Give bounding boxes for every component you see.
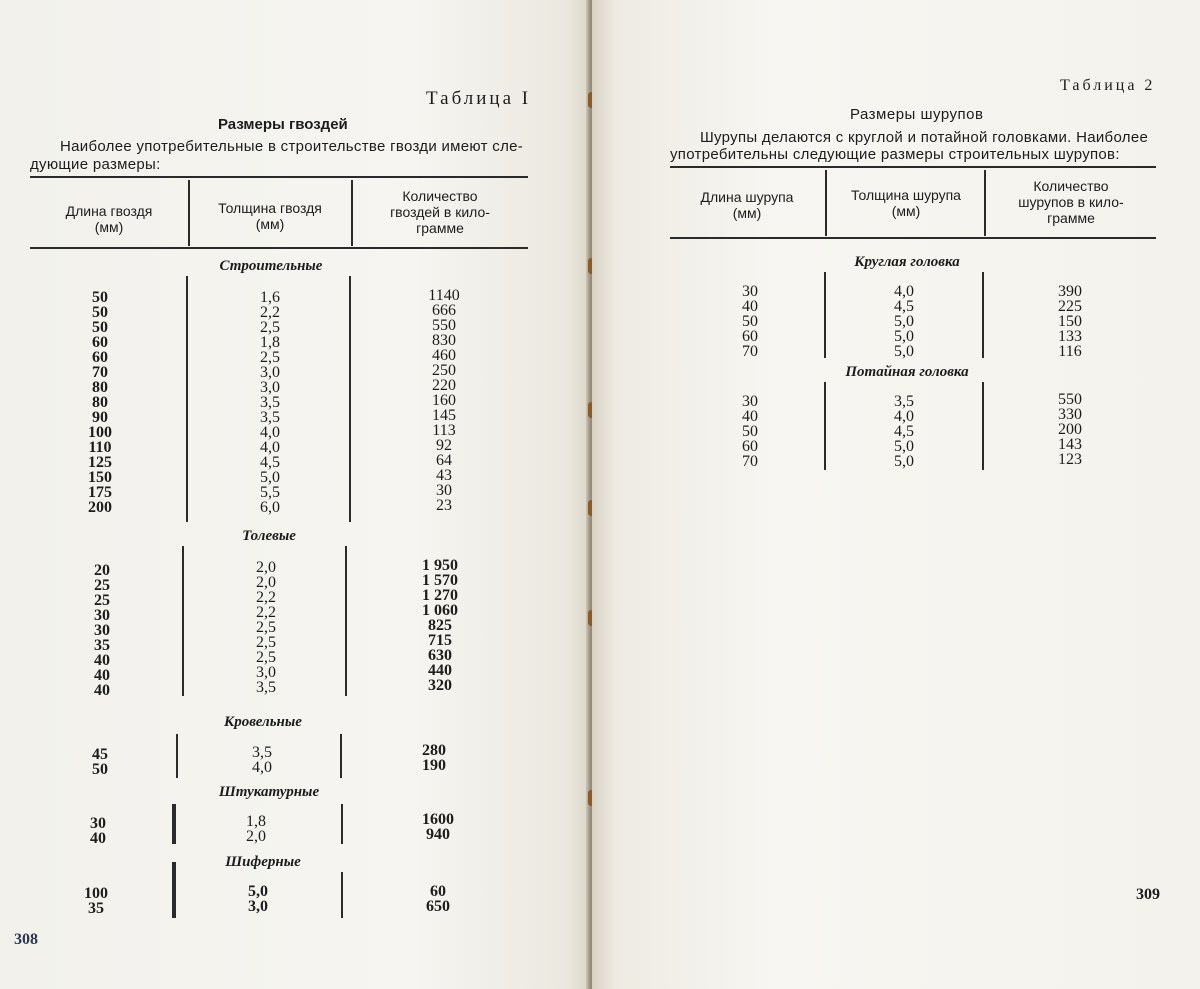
table-cell: 440	[428, 662, 452, 679]
table-cell: 40	[94, 652, 110, 669]
table-cell: 250	[432, 362, 456, 379]
table-cell: 25	[94, 577, 110, 594]
table-cell: 1,8	[246, 813, 266, 830]
column-divider	[982, 382, 984, 470]
table-cell: 45	[92, 746, 108, 763]
table-cell: 2,0	[256, 574, 276, 591]
table-cell: 4,0	[894, 283, 914, 300]
table-cell: 92	[436, 437, 452, 454]
section-title: Потайная головка	[845, 364, 969, 380]
header-length-label: Длина гвоздя	[65, 203, 153, 219]
thickness-column	[226, 560, 306, 695]
table-cell: 4,0	[260, 424, 280, 441]
length-column	[720, 284, 780, 359]
table-cell: 60	[430, 883, 446, 900]
table-cell: 5,0	[894, 328, 914, 345]
thickness-column	[864, 284, 944, 359]
section-title: Строительные	[219, 258, 323, 274]
table-cell: 825	[428, 617, 452, 634]
table-cell: 715	[428, 632, 452, 649]
thickness-column	[864, 394, 944, 469]
table-cell: 5,5	[260, 484, 280, 501]
table-cell: 123	[1058, 451, 1082, 468]
table-cell: 35	[88, 900, 104, 917]
table-cell: 1 270	[422, 587, 458, 604]
header-divider-2	[984, 170, 986, 236]
table-cell: 460	[432, 347, 456, 364]
table-cell: 2,5	[256, 649, 276, 666]
table-cell: 1 060	[422, 602, 458, 619]
table-cell: 225	[1058, 298, 1082, 315]
table-cell: 3,0	[256, 664, 276, 681]
table-cell: 2,2	[256, 589, 276, 606]
table-cell: 60	[92, 349, 108, 366]
header-bottom-rule	[30, 247, 528, 249]
count-column	[404, 288, 484, 513]
table-cell: 30	[90, 815, 106, 832]
table-cell: 50	[92, 761, 108, 778]
section-title: Штукатурные	[218, 784, 320, 800]
header-divider-2	[351, 180, 353, 246]
right-page	[592, 0, 1200, 989]
intro-line-1: Шурупы делаются с круглой и потайной головками. Наиболее	[700, 129, 1149, 146]
intro-line-2: дующие размеры:	[30, 156, 161, 173]
thickness-column	[216, 814, 296, 844]
table-cell: 50	[92, 289, 108, 306]
header-top-rule	[670, 166, 1156, 168]
table-cell: 143	[1058, 436, 1082, 453]
column-divider	[182, 546, 184, 696]
table-cell: 40	[94, 682, 110, 699]
intro-line-1: Наиболее употребительные в строительстве гвозди имеют сле-	[60, 138, 524, 155]
column-divider	[341, 804, 343, 844]
table-cell: 6,0	[260, 499, 280, 516]
column-divider	[172, 862, 176, 918]
table-cell: 2,5	[260, 319, 280, 336]
header-count-line-3: грамме	[416, 220, 464, 236]
table-cell: 4,0	[260, 439, 280, 456]
header-thickness-label: Толщина шурупа	[851, 187, 961, 203]
intro-line-2: употребительны следующие размеры строительных шурупов:	[670, 146, 1120, 163]
table-cell: 2,2	[256, 604, 276, 621]
table-cell: 1 570	[422, 572, 458, 589]
header-thickness-unit: (мм)	[255, 216, 285, 232]
table-cell: 40	[742, 408, 758, 425]
table-cell: 30	[436, 482, 452, 499]
header-count-line-3: грамме	[1047, 210, 1095, 226]
table-cell: 5,0	[894, 343, 914, 360]
table-cell: 2,5	[260, 349, 280, 366]
table-cell: 160	[432, 392, 456, 409]
table-title: Размеры шурупов	[850, 106, 984, 123]
table-cell: 666	[432, 302, 456, 319]
column-divider	[341, 872, 343, 918]
count-column	[398, 812, 478, 842]
column-divider	[172, 804, 176, 844]
table-cell: 4,0	[252, 759, 272, 776]
section-title: Шиферные	[225, 854, 301, 870]
column-divider	[824, 272, 826, 358]
header-length	[670, 189, 824, 221]
thickness-column	[230, 290, 310, 515]
count-column	[1030, 392, 1110, 467]
table-cell: 3,0	[248, 898, 268, 915]
table-cell: 64	[436, 452, 452, 469]
table-cell: 1,8	[260, 334, 280, 351]
table-cell: 550	[432, 317, 456, 334]
count-column	[394, 743, 474, 773]
table-cell: 60	[742, 438, 758, 455]
thickness-column	[218, 884, 298, 914]
table-cell: 25	[94, 592, 110, 609]
table-title: Размеры гвоздей	[218, 116, 348, 133]
table-cell: 2,2	[260, 304, 280, 321]
section-title: Толевые	[242, 528, 296, 544]
table-cell: 3,5	[260, 394, 280, 411]
table-cell: 2,0	[256, 559, 276, 576]
table-cell: 175	[88, 484, 112, 501]
table-cell: 3,5	[894, 393, 914, 410]
column-divider	[340, 734, 342, 778]
table-cell: 5,0	[894, 453, 914, 470]
table-number: Таблица I	[426, 88, 532, 109]
table-cell: 60	[742, 328, 758, 345]
header-bottom-rule	[670, 237, 1156, 239]
table-cell: 100	[84, 885, 108, 902]
table-cell: 4,0	[894, 408, 914, 425]
table-cell: 90	[92, 409, 108, 426]
table-cell: 150	[1058, 313, 1082, 330]
table-cell: 30	[94, 622, 110, 639]
header-count-line-1: Количество	[1033, 178, 1109, 194]
table-cell: 145	[432, 407, 456, 424]
table-cell: 2,5	[256, 619, 276, 636]
count-column	[398, 884, 478, 914]
table-cell: 2,5	[256, 634, 276, 651]
table-cell: 100	[88, 424, 112, 441]
column-divider	[345, 546, 347, 696]
table-cell: 70	[92, 364, 108, 381]
header-thickness-label: Толщина гвоздя	[218, 200, 322, 216]
count-column	[1030, 284, 1110, 359]
length-column	[72, 563, 132, 698]
table-cell: 190	[422, 757, 446, 774]
table-cell: 20	[94, 562, 110, 579]
column-divider	[982, 272, 984, 358]
table-cell: 3,0	[260, 364, 280, 381]
left-page	[0, 0, 590, 989]
header-count-line-2: шурупов в кило-	[1018, 194, 1124, 210]
table-cell: 110	[88, 439, 112, 456]
length-column	[70, 747, 130, 777]
column-divider	[176, 734, 178, 778]
table-cell: 5,0	[894, 313, 914, 330]
page-number: 309	[1136, 886, 1160, 903]
column-divider	[349, 276, 351, 522]
table-cell: 80	[92, 379, 108, 396]
table-cell: 125	[88, 454, 112, 471]
header-count-line-2: гвоздей в кило-	[390, 204, 490, 220]
table-cell: 220	[432, 377, 456, 394]
table-cell: 3,0	[260, 379, 280, 396]
table-cell: 5,0	[894, 438, 914, 455]
table-cell: 3,5	[252, 744, 272, 761]
table-cell: 70	[742, 453, 758, 470]
table-number: Таблица 2	[1060, 77, 1156, 94]
table-cell: 280	[422, 742, 446, 759]
table-cell: 3,5	[256, 679, 276, 696]
table-cell: 200	[1058, 421, 1082, 438]
table-cell: 390	[1058, 283, 1082, 300]
table-cell: 5,0	[260, 469, 280, 486]
length-column	[68, 816, 128, 846]
table-cell: 1,6	[260, 289, 280, 306]
table-cell: 150	[88, 469, 112, 486]
table-cell: 1 950	[422, 557, 458, 574]
section-title: Круглая головка	[854, 254, 960, 270]
table-cell: 320	[428, 677, 452, 694]
thickness-column	[222, 745, 302, 775]
section-title: Кровельные	[224, 714, 302, 730]
table-cell: 550	[1058, 391, 1082, 408]
count-column	[392, 558, 488, 693]
table-cell: 630	[428, 647, 452, 664]
table-cell: 40	[742, 298, 758, 315]
table-cell: 5,0	[248, 883, 268, 900]
header-length	[30, 203, 188, 235]
table-cell: 30	[742, 283, 758, 300]
header-thickness-unit: (мм)	[891, 203, 921, 219]
column-divider	[824, 382, 826, 470]
table-cell: 23	[436, 497, 452, 514]
table-cell: 3,5	[260, 409, 280, 426]
table-cell: 4,5	[260, 454, 280, 471]
table-cell: 2,0	[246, 828, 266, 845]
length-column	[720, 394, 780, 469]
length-column	[70, 290, 130, 515]
table-cell: 113	[432, 422, 456, 439]
column-divider	[186, 276, 188, 522]
table-cell: 70	[742, 343, 758, 360]
table-cell: 4,5	[894, 423, 914, 440]
header-count	[354, 188, 526, 236]
table-cell: 40	[90, 830, 106, 847]
table-cell: 50	[92, 304, 108, 321]
table-cell: 200	[88, 499, 112, 516]
table-cell: 43	[436, 467, 452, 484]
table-cell: 60	[92, 334, 108, 351]
table-cell: 30	[742, 393, 758, 410]
header-length-unit: (мм)	[732, 205, 762, 221]
table-cell: 116	[1058, 343, 1082, 360]
header-count-line-1: Количество	[402, 188, 478, 204]
table-cell: 35	[94, 637, 110, 654]
header-length-unit: (мм)	[94, 219, 124, 235]
table-cell: 50	[742, 313, 758, 330]
header-count	[988, 178, 1154, 226]
page-number: 308	[14, 931, 38, 948]
table-cell: 50	[742, 423, 758, 440]
table-cell: 940	[426, 826, 450, 843]
table-cell: 40	[94, 667, 110, 684]
header-thickness	[828, 187, 984, 219]
table-cell: 830	[432, 332, 456, 349]
table-cell: 1140	[428, 287, 460, 304]
table-cell: 4,5	[894, 298, 914, 315]
table-cell: 650	[426, 898, 450, 915]
length-column	[66, 886, 126, 916]
header-length-label: Длина шурупа	[700, 189, 794, 205]
table-cell: 330	[1058, 406, 1082, 423]
table-cell: 133	[1058, 328, 1082, 345]
table-cell: 50	[92, 319, 108, 336]
table-cell: 1600	[422, 811, 454, 828]
table-cell: 30	[94, 607, 110, 624]
header-thickness	[190, 200, 350, 232]
header-divider-1	[825, 170, 827, 236]
table-cell: 80	[92, 394, 108, 411]
header-top-rule	[30, 176, 528, 178]
